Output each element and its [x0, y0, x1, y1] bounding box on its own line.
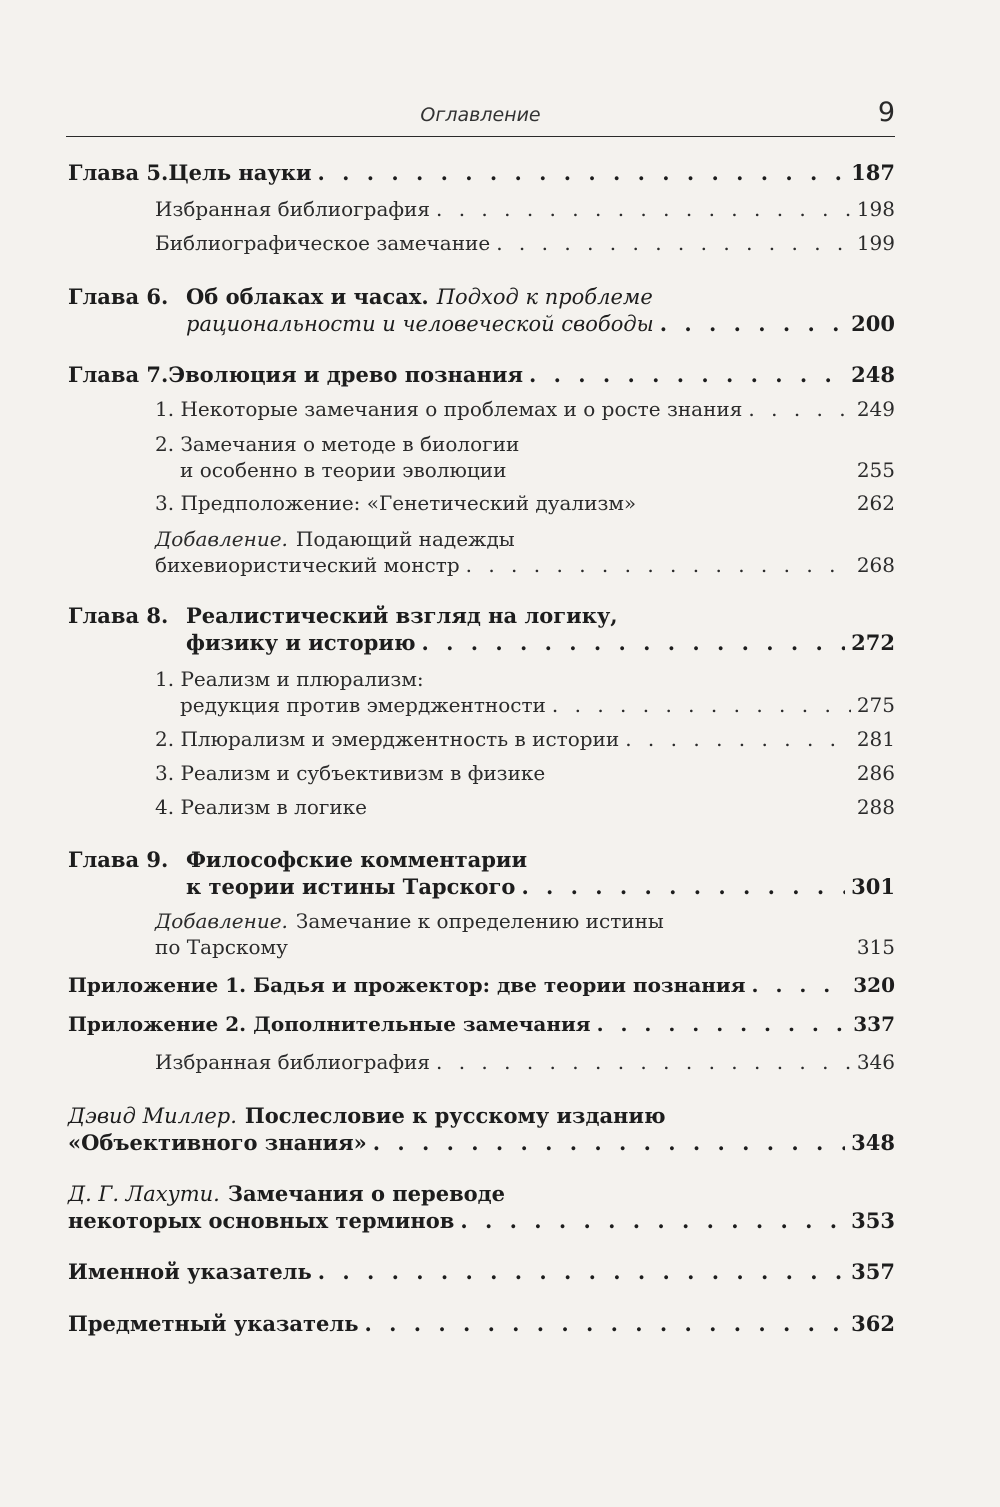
entry-title: Замечания о переводе [227, 1181, 506, 1206]
entry-title: Подающий надежды [295, 527, 515, 551]
entry-title: Библиографическое замечание [155, 231, 491, 255]
toc-entry-ch7 [68, 362, 895, 394]
entry-author: Дэвид Миллер. [68, 1104, 237, 1128]
toc-entry-ch8-cont [186, 630, 895, 662]
entry-page: 275 [856, 693, 895, 717]
dot-leader [552, 693, 851, 717]
toc-entry-appendix-1 [68, 973, 895, 1005]
entry-title: Замечание к определению истины [295, 909, 664, 933]
dot-leader [496, 231, 851, 255]
dot-leader [597, 1012, 848, 1036]
entry-title: к теории истины Тарского [186, 874, 516, 899]
entry-title: Избранная библиография [155, 197, 430, 221]
toc-subentry [155, 761, 895, 793]
toc-entry-name-index [68, 1259, 895, 1291]
toc-entry-afterword-cont [68, 1130, 895, 1162]
entry-title: и особенно в теории эволюции [180, 458, 507, 482]
page-number: 9 [877, 97, 895, 128]
dot-leader [318, 160, 846, 185]
toc-subentry [155, 397, 895, 429]
dot-leader [460, 1208, 845, 1233]
entry-title: редукция против эмерджентности [180, 693, 546, 717]
entry-page: 346 [856, 1050, 895, 1074]
dot-leader [521, 874, 845, 899]
entry-title: Приложение 2. Дополнительные замечания [68, 1012, 591, 1036]
entry-title: Об облаках и часах. [186, 284, 429, 309]
toc-entry-translation-notes-cont [68, 1208, 895, 1240]
toc-addendum-cont [155, 553, 895, 585]
entry-title: физику и историю [186, 630, 416, 655]
dot-leader [421, 630, 845, 655]
entry-title: «Объективного знания» [68, 1130, 367, 1155]
entry-title: Избранная библиография [155, 1050, 430, 1074]
toc-subentry [155, 795, 895, 827]
entry-page: 362 [851, 1311, 895, 1336]
entry-page: 348 [851, 1130, 895, 1155]
entry-subtitle: Подход к проблеме [436, 285, 653, 309]
header-title: Оглавление [420, 104, 541, 126]
dot-leader [373, 1130, 845, 1155]
toc-subentry-cont [155, 693, 895, 725]
entry-title: по Тарскому [155, 935, 288, 959]
dot-leader [466, 553, 851, 577]
entry-page: 255 [856, 458, 895, 482]
entry-page: 281 [856, 727, 895, 751]
toc-subentry [155, 197, 895, 229]
entry-title: некоторых основных терминов [68, 1208, 455, 1233]
entry-title: 1. Реализм и плюрализм: [155, 667, 424, 691]
addendum-label: Добавление. [155, 909, 288, 933]
entry-title: 3. Предположение: «Генетический дуализм» [155, 491, 637, 515]
toc-subentry [155, 231, 895, 263]
entry-title: 3. Реализм и субъективизм в физике [155, 761, 546, 785]
entry-page: 248 [851, 362, 895, 387]
dot-leader [660, 311, 845, 336]
entry-title: Философские комментарии [186, 847, 528, 872]
dot-leader [748, 397, 850, 421]
entry-title: бихевиористический монстр [155, 553, 460, 577]
toc-entry-subject-index [68, 1311, 895, 1343]
toc-addendum-cont [155, 935, 895, 967]
chapter-label: Глава 8. [68, 603, 169, 628]
entry-page: 268 [856, 553, 895, 577]
entry-page: 272 [851, 630, 895, 655]
entry-title: 2. Замечания о методе в биологии [155, 432, 520, 456]
toc-subentry-cont [155, 458, 895, 490]
entry-page: 315 [856, 935, 895, 959]
entry-page: 357 [851, 1259, 895, 1284]
dot-leader [752, 973, 848, 997]
dot-leader [529, 362, 845, 387]
chapter-label: Глава 7. [68, 362, 169, 387]
entry-page: 187 [851, 160, 895, 185]
toc-subentry [155, 1050, 895, 1082]
toc-entry-ch6-cont [186, 311, 895, 343]
entry-page: 199 [856, 231, 895, 255]
entry-author: Д. Г. Лахути. [68, 1182, 220, 1206]
entry-page: 249 [856, 397, 895, 421]
entry-title: 1. Некоторые замечания о проблемах и о росте знания [155, 397, 743, 421]
toc-entry-ch9-cont [186, 874, 895, 906]
entry-title: 2. Плюрализм и эмерджентность в истории [155, 727, 620, 751]
dot-leader [318, 1259, 845, 1284]
entry-page: 320 [853, 973, 895, 997]
toc-subentry [155, 727, 895, 759]
chapter-label: Глава 9. [68, 847, 169, 872]
dot-leader [364, 1311, 845, 1336]
entry-title: Послесловие к русскому изданию [244, 1103, 666, 1128]
chapter-label: Глава 5. [68, 160, 169, 185]
dot-leader [436, 197, 851, 221]
entry-page: 262 [856, 491, 895, 515]
chapter-label: Глава 6. [68, 284, 169, 309]
entry-page: 200 [851, 311, 895, 336]
entry-title: Приложение 1. Бадья и прожектор: две теории познания [68, 973, 746, 997]
entry-title: Предметный указатель [68, 1311, 359, 1336]
entry-page: 353 [851, 1208, 895, 1233]
entry-page: 301 [851, 874, 895, 899]
entry-subtitle: рациональности и человеческой свободы [186, 312, 654, 336]
dot-leader [625, 727, 851, 751]
entry-title: 4. Реализм в логике [155, 795, 368, 819]
toc-subentry [155, 491, 895, 523]
toc-entry-ch5 [68, 160, 895, 192]
entry-page: 337 [853, 1012, 895, 1036]
running-header [66, 97, 895, 137]
entry-title: Именной указатель [68, 1259, 312, 1284]
entry-title: Эволюция и древо познания [168, 362, 523, 387]
entry-page: 198 [856, 197, 895, 221]
entry-title: Цель науки [168, 160, 312, 185]
addendum-label: Добавление. [155, 527, 288, 551]
entry-page: 286 [856, 761, 895, 785]
dot-leader [436, 1050, 851, 1074]
entry-page: 288 [856, 795, 895, 819]
entry-title: Реалистический взгляд на логику, [186, 603, 618, 628]
toc-entry-appendix-2 [68, 1012, 895, 1044]
